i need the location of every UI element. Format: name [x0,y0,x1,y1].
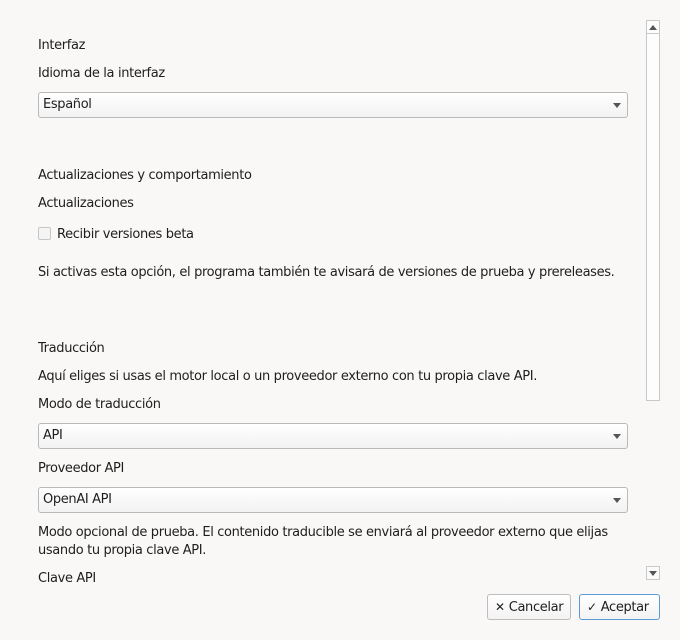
language-label: Idioma de la interfaz [38,66,165,81]
language-value: Español [43,97,92,112]
scroll-down-arrow-icon[interactable] [646,566,660,580]
beta-description: Si activas esta opción, el programa también te avisará de versiones de prueba y prereleases. [38,265,615,280]
updates-subtitle: Actualizaciones [38,196,134,211]
chevron-down-icon [613,434,621,439]
close-icon: ✕ [495,600,505,614]
provider-note-line1: Modo opcional de prueba. El contenido traducible se enviará al proveedor externo que elijas [38,525,608,540]
translation-mode-combobox[interactable] [38,423,628,449]
translation-mode-label: Modo de traducción [38,397,161,412]
language-combobox[interactable] [38,92,628,118]
translation-description: Aquí eliges si usas el motor local o un proveedor externo con tu propia clave API. [38,369,538,384]
cancel-button-label: Cancelar [508,600,564,615]
api-key-label: Clave API [38,571,96,582]
api-provider-label: Proveedor API [38,461,125,476]
api-provider-combobox[interactable] [38,487,628,513]
beta-checkbox-label[interactable]: Recibir versiones beta [57,227,194,242]
check-icon: ✓ [587,600,597,614]
translation-mode-value: API [43,428,63,443]
chevron-down-icon [613,103,621,108]
accept-button-label: Aceptar [600,600,649,615]
provider-note-line2: usando tu propia clave API. [38,543,207,558]
interface-section-title: Interfaz [38,38,86,53]
updates-section-title: Actualizaciones y comportamiento [38,168,252,183]
cancel-button[interactable] [487,594,571,620]
api-provider-value: OpenAI API [43,492,112,507]
scroll-up-arrow-icon[interactable] [647,21,659,34]
chevron-down-icon [613,498,621,503]
translation-section-title: Traducción [38,341,105,356]
beta-checkbox[interactable] [38,227,51,240]
accept-button[interactable] [579,594,660,620]
vertical-scrollbar[interactable] [646,20,660,401]
